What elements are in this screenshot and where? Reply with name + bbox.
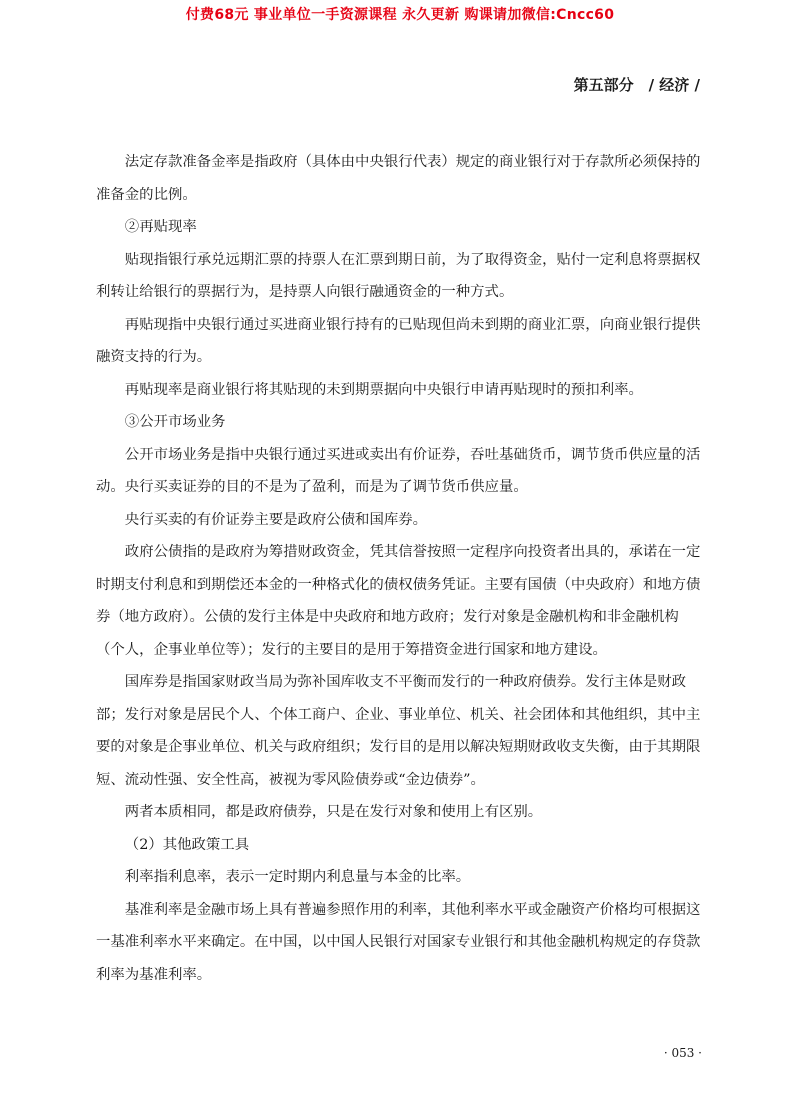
paragraph: 贴现指银行承兑远期汇票的持票人在汇票到期日前，为了取得资金，贴付一定利息将票据权利转让给银行的票据行为，是持票人向银行融通资金的一种方式。 [96, 251, 701, 300]
watermark-banner: 付费68元 事业单位一手资源课程 永久更新 购课请加微信:Cncc60 [185, 7, 615, 23]
subheading: （2）其他政策工具 [124, 836, 250, 853]
paragraph: 利率指利息率，表示一定时期内利息量与本金的比率。 [124, 869, 471, 885]
paragraph: 再贴现指中央银行通过买进商业银行持有的已贴现但尚未到期的商业汇票，向商业银行提供融资支持的行为。 [96, 316, 701, 365]
subheading: ③公开市场业务 [124, 414, 226, 430]
paragraph: 两者本质相同，都是政府债券，只是在发行对象和使用上有区别。 [124, 804, 543, 820]
paragraph: 政府公债指的是政府为筹措财政资金，凭其信誉按照一定程序向投资者出具的，承诺在一定时期支付利息和到期偿还本金的一种格式化的债权债务凭证。主要有国债（中央政府）和地方债券（地方政府）。公债的发行主体是中央政府和地方政府；发行对象是金融机构和非金融机构（个人，企事业单位等）；发行的主要目的是用于筹措资金进行国家和地方建设。 [96, 544, 701, 658]
subheading: ②再贴现率 [124, 219, 197, 235]
paragraph: 国库券是指国家财政当局为弥补国库收支不平衡而发行的一种政府债券。发行主体是财政部；发行对象是居民个人、个体工商户、企业、事业单位、机关、社会团体和其他组织，其中主要的对象是企事业单位、机关与政府组织；发行目的是用以解决短期财政收支失衡，由于其期限短、流动性强、安全性高，被视为零风险债券或“金边债券”。 [96, 674, 701, 788]
page-number: · 053 · [663, 1046, 702, 1060]
paragraph: 再贴现率是商业银行将其贴现的未到期票据向中央银行申请再贴现时的预扣利率。 [124, 381, 643, 398]
paragraph: 法定存款准备金率是指政府（具体由中央银行代表）规定的商业银行对于存款所必须保持的准备金的比例。 [96, 154, 701, 203]
paragraph: 央行买卖的有价证券主要是政府公债和国库券。 [124, 511, 428, 528]
document-body [96, 146, 704, 991]
paragraph: 基准利率是金融市场上具有普遍参照作用的利率，其他利率水平或金融资产价格均可根据这一基准利率水平来确定。在中国，以中国人民银行对国家专业银行和其他金融机构规定的存贷款利率为基准利率。 [96, 901, 701, 983]
paragraph: 公开市场业务是指中央银行通过买进或卖出有价证券，吞吐基础货币，调节货币供应量的活动。央行买卖证券的目的不是为了盈利，而是为了调节货币供应量。 [96, 446, 701, 495]
section-header: 第五部分 / 经济 / [573, 76, 700, 94]
